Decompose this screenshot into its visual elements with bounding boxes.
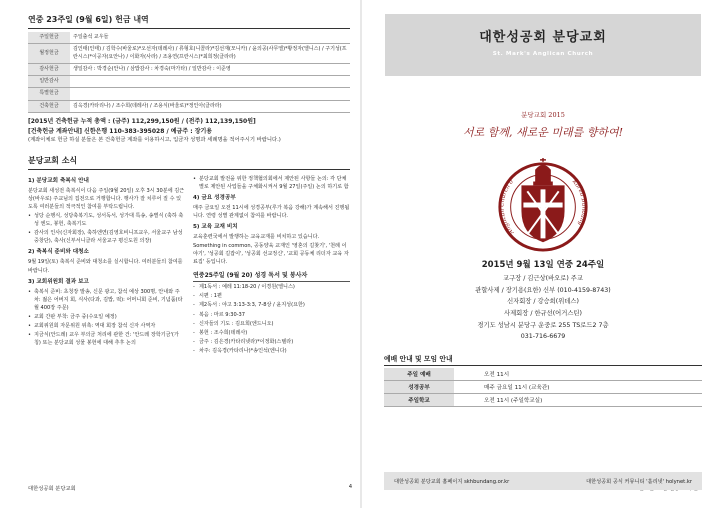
news-heading-3: 3) 교회위원회 결과 보고 [28,278,89,285]
readings-title: 연중25주일 (9월 20) 성경 독서 및 봉사자 [193,271,350,283]
list-item: • 감사의 인사(신자회장), 축하엔연(김영호비니프교우, 서울교구 남성중창단), 축사(신부서니클라 서울교구 평신도원 의장) [28,229,185,245]
page-number: 4 [348,484,353,490]
emblem-text-right: Korea Bundang [570,178,587,227]
year-theme: 분당교회 2015 [521,111,565,119]
service-label: 성경공부 [384,380,454,393]
table-row [28,100,350,112]
table-row [28,32,350,44]
reading-item: - 신자들의 기도 : 김요희(엔드니오) [193,320,350,328]
table-row [384,368,702,381]
bulletin-date: 2015년 9월 13일 연중 24주일 [481,260,605,270]
reading-item: - 제2독서 : 야고 3:13-3:3, 7-8상 / 윤지성(요한) [193,301,350,309]
table-row [28,44,350,64]
offering-category: 일반감사 [28,76,70,88]
reading-item: - 차주: 김옥경(카타리나)*송인석(엔니다) [193,347,350,355]
offering-table [28,32,350,113]
news-column-1 [28,174,185,356]
clergy-line: 교구장 / 김근상(바오로) 주교 [503,275,583,282]
church-emblem-icon [494,156,592,254]
table-row [28,63,350,75]
service-time: 매주 금요일 11시 (교육관) [454,380,702,393]
reading-item: - 시편 : 1편 [193,292,350,300]
news-text-5: 교육훈련국에서 발행하는 교육교재를 비치하고 있습니다. [193,234,320,240]
news-title: 분당교회 소식 [28,155,350,170]
news-heading-5: 5) 교육 교재 비치 [193,224,238,231]
church-phone: 031-716-6679 [520,333,566,341]
church-address: 경기도 성남시 분당구 운중로 255 TS로드2 7층 [477,321,609,329]
offering-donors [70,76,350,88]
news-text-5b: Something in common, 공동양육 교재인 '영혼의 길찾기', '천례 이야기', '성공회 길잡이', '성공회 선교정신', '교회 공동체 리더자 교육 자료집' 등입니다. [193,243,349,266]
right-footer [384,472,702,490]
church-english-name: St. Mark's Anglican Church [492,51,594,57]
service-label: 주일학교 [384,393,454,406]
offering-donors: 주일출석 교우들 [70,32,350,44]
services-title: 예배 안내 및 모임 안내 [384,353,702,366]
table-row [384,393,702,406]
clergy-line: 관할사제 / 장기용(요한) 신부 (010-4159-8743) [475,286,611,294]
clergy-info [384,273,702,343]
reading-item: - 금주 : 김은경(카타리넷라)*이정화(스텔라) [193,338,350,346]
building-note: (계좌이체로 헌금 하실 분들은 본 건축헌금 계좌를 이용하시고, 입금자 성명과 세례명을 적어주시기 바랍니다.) [28,136,281,143]
table-row [28,76,350,88]
news-heading-4: 4) 금요 성경공부 [193,194,236,201]
news-column-2 [193,174,350,356]
list-item: • 분당교회 발전을 위한 정책협의회에서 제안된 사항들 논의: 각 단체별로 제안된 사업들을 구체화시켜서 9월 27일(주일) 논의 하기로 함 [193,175,350,191]
list-item: • 교회위원회 자문위원 위촉: 역대 회장 참석 신자 사역자 [28,322,185,330]
offering-title: 연중 23주일 (9월 6일) 헌금 내역 [28,14,350,29]
reading-item: - 제1독서 : 예레 11:18-20 / 이경원(엘니스) [193,283,350,291]
offering-category: 특별헌금 [28,88,70,100]
service-time: 오전 11시 [454,368,702,381]
footer-church: 대한성공회 분당교회 [28,486,76,492]
title-banner [385,14,701,76]
church-name: 대한성공회 분당교회 [479,30,607,45]
services-table [384,368,702,407]
offering-donors [70,88,350,100]
news-text-2: 9월 19일(토) 축복식 준비와 대청소를 실시합니다. 여러분들의 참여를 바랍니다. [28,259,183,274]
news-text-1: 분당교회 새성전 축복식이 다음 주일(9월 20일) 오후 3시 30분에 김근상(바우로) 주교님의 집전으로 거행합니다. 행사가 잘 치루어 질 수 있도록 여러분들의 적극적인 참여를 부탁드립니다. [28,187,185,210]
service-label: 주일 예배 [384,368,454,381]
building-account: [건축헌금 계좌안내] 신한은행 110-383-395028 / 예금주 : 장기용 [28,127,213,135]
reading-item: - 봉헌 : 조수희(데레사) [193,329,350,337]
building-total: [2015년 건축헌금 누적 총액 : (금주) 112,299,150원 / (전주) 112,139,150원] [28,117,256,125]
clergy-line: 신자회장 / 강승희(위데스) [507,298,579,306]
news-heading-2: 2) 축복식 준비와 대청소 [28,249,89,256]
homepage-link[interactable]: 대한성공회 분당교회 홈페이지 skhbundang.or.kr [394,478,510,485]
community-link[interactable]: 대한성공회 공식 커뮤니티 '홀리넷' holynet.kr [586,478,692,485]
offering-donors: 생일감사 : 박경순(안나) / 삼밥감사 : 차경숙(마가타) / 일반감사 : 이준영 [70,63,350,75]
list-item: • 성당 순행식, 성당축복기도, 성서독서, 성가대 특송, 송별식 (축하 축성 엔도, 봉헌, 축복기도 [28,212,185,228]
clergy-line: 사제회장 / 한규선(어거스틴) [504,309,582,317]
offering-donors: 김인태(인태) / 김학수(바울로)*오선자(데레사) / 류형호(니콜라)*김선재(모니카) / 윤의공(사무엘)*황정자(엘니스) / 구기성(프란시스)*이공자(요안나) / 이화자(사라) / 조용연(프란시스)*최희정(클라라) [70,44,350,64]
table-row [28,88,350,100]
emblem-text-left: Anglican Church o [499,179,516,236]
news-heading-1: 1) 분당교회 축복식 안내 [28,177,89,184]
building-fund-info [28,117,350,145]
right-page [362,0,720,508]
offering-category: 건축헌금 [28,100,70,112]
list-item: • 축복식 준비: 초청장 발송, 신문 광고, 참석 예상 300명, 안내와 주차: 젊은 어버지 회, 식사(다과, 김밥, 떡): 어머니회 준비, 기념품(타월 400장 주문) [28,288,185,312]
offering-category: 월정헌금 [28,44,70,64]
offering-donors: 김옥경(카타리나) / 조수희(데레사) / 조용식(바울로)*정인아(클라라) [70,100,350,112]
news-text-4: 매주 금요일 오전 11시에 성경공부(루가 복음 강해)가 계속해서 진행됩니다. 연령 성별 관계없이 참여를 바랍니다. [193,204,350,219]
table-row [384,380,702,393]
offering-category: 주일헌금 [28,32,70,44]
list-item: • 교회 간판 부착: 금주 중(수요일 예정) [28,313,185,321]
service-time: 오전 11시 (주일학교실) [454,393,702,406]
list-item: • 지금식(안드레) 교우 부의금 처리에 관한 건: '안드레 장학기금'(가칭) 또는 분당교회 성물 봉헌에 대해 추후 논의 [28,331,185,347]
offering-category: 감사헌금 [28,63,70,75]
motto: 서로 함께, 새로운 미래를 향하여! [462,126,624,139]
reading-item: - 복음 : 마르 9:30-37 [193,311,350,319]
